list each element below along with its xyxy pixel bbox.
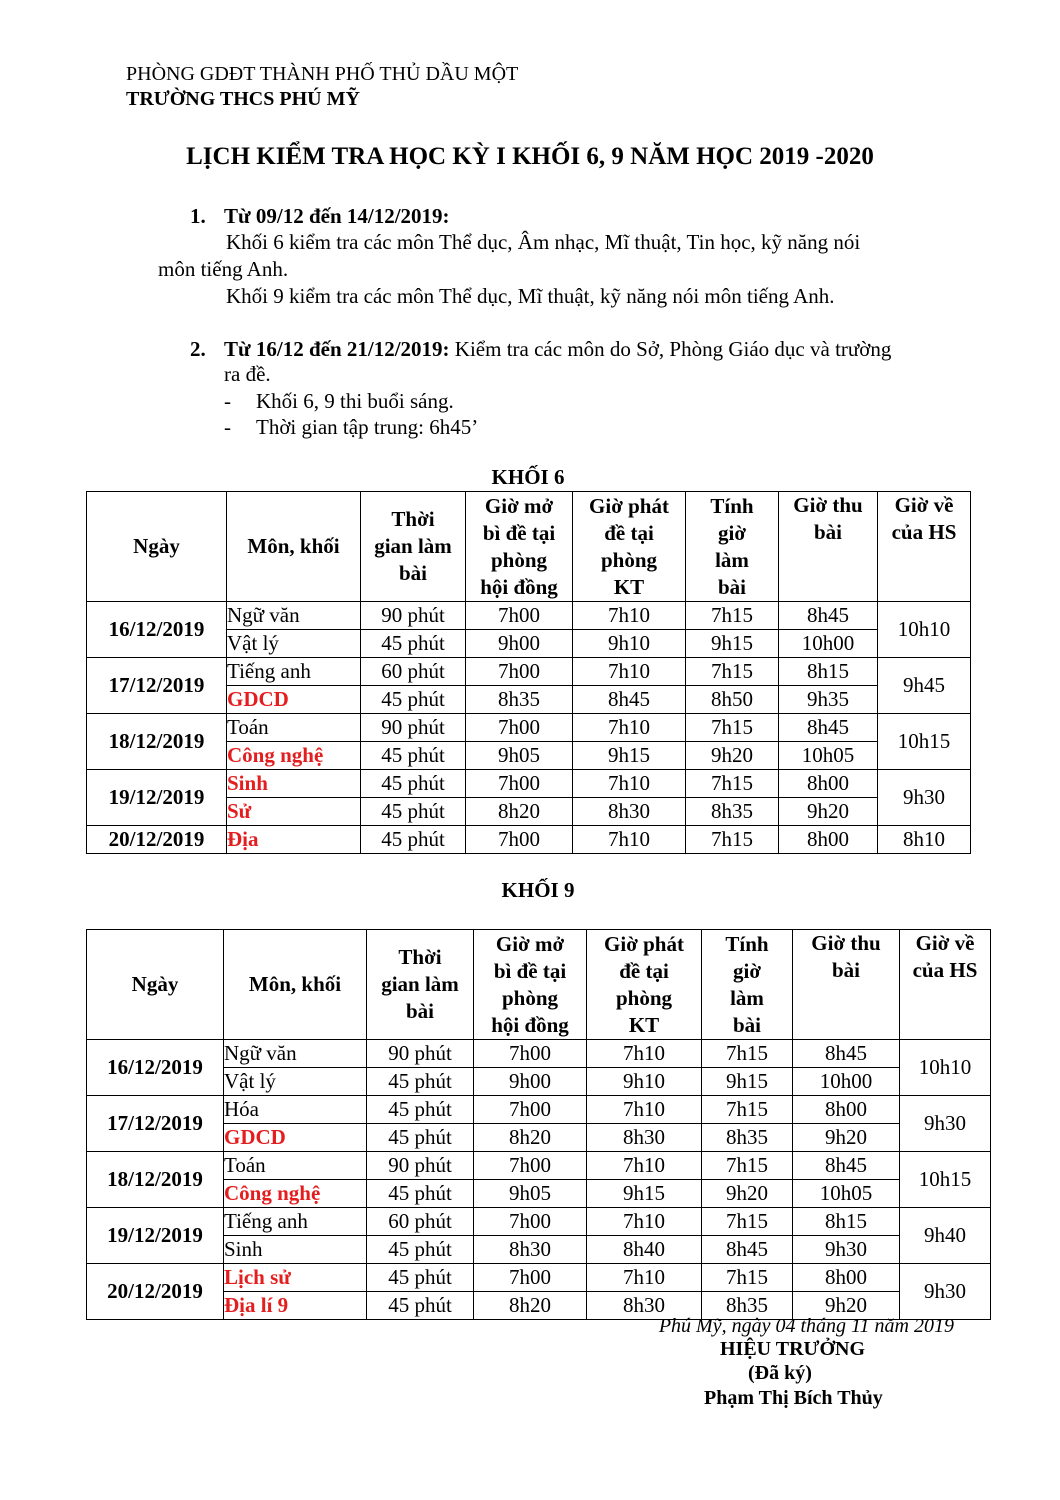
- department-name: PHÒNG GDĐT THÀNH PHỐ THỦ DẦU MỘT: [126, 63, 519, 85]
- distribute-time: 9h10: [573, 630, 686, 658]
- distribute-time: 9h15: [587, 1180, 702, 1208]
- subject-name: Ngữ văn: [227, 602, 361, 630]
- collect-time: 10h00: [779, 630, 878, 658]
- subject-name: Vật lý: [224, 1068, 367, 1096]
- exam-date: 19/12/2019: [87, 770, 227, 826]
- distribute-time: 7h10: [573, 770, 686, 798]
- col-header-collect: Giờ thu bài: [793, 930, 900, 1040]
- col-header-subject: Môn, khối: [227, 492, 361, 602]
- open-time: 9h05: [474, 1180, 587, 1208]
- distribute-time: 7h10: [573, 826, 686, 854]
- bullet-item-2: Thời gian tập trung: 6h45’: [256, 415, 479, 439]
- table-row: [87, 1208, 991, 1236]
- exam-date: 19/12/2019: [87, 1208, 224, 1264]
- distribute-time: 7h10: [573, 658, 686, 686]
- collect-time: 8h15: [793, 1208, 900, 1236]
- exam-duration: 45 phút: [361, 826, 466, 854]
- exam-duration: 45 phút: [367, 1264, 474, 1292]
- collect-time: 9h35: [779, 686, 878, 714]
- start-time: 7h15: [702, 1208, 793, 1236]
- subject-name: GDCD: [227, 686, 361, 714]
- start-time: 8h45: [702, 1236, 793, 1264]
- section2-line2: ra đề.: [224, 362, 271, 386]
- distribute-time: 8h30: [587, 1292, 702, 1320]
- subject-name: Sinh: [227, 770, 361, 798]
- return-time: 9h30: [900, 1264, 991, 1320]
- distribute-time: 7h10: [587, 1096, 702, 1124]
- signature-place-date: Phú Mỹ, ngày 04 tháng 11 năm 2019: [658, 1315, 954, 1337]
- start-time: 7h15: [686, 770, 779, 798]
- start-time: 7h15: [702, 1040, 793, 1068]
- open-time: 7h00: [466, 602, 573, 630]
- col-header-date: Ngày: [87, 492, 227, 602]
- exam-date: 17/12/2019: [87, 1096, 224, 1152]
- exam-duration: 45 phút: [361, 798, 466, 826]
- distribute-time: 7h10: [573, 602, 686, 630]
- collect-time: 8h00: [793, 1264, 900, 1292]
- table-row: [87, 714, 971, 742]
- subject-name: Tiếng anh: [224, 1208, 367, 1236]
- grade9-table-body: [87, 1040, 991, 1320]
- distribute-time: 7h10: [587, 1152, 702, 1180]
- open-time: 7h00: [466, 826, 573, 854]
- open-time: 7h00: [474, 1096, 587, 1124]
- open-time: 7h00: [474, 1264, 587, 1292]
- collect-time: 8h45: [793, 1152, 900, 1180]
- exam-duration: 60 phút: [367, 1208, 474, 1236]
- collect-time: 9h20: [793, 1124, 900, 1152]
- start-time: 8h35: [702, 1292, 793, 1320]
- collect-time: 8h45: [779, 602, 878, 630]
- document-title: LỊCH KIỂM TRA HỌC KỲ I KHỐI 6, 9 NĂM HỌC 2019 -2020: [186, 143, 874, 170]
- start-time: 9h15: [686, 630, 779, 658]
- table-row: [87, 658, 971, 686]
- collect-time: 9h20: [779, 798, 878, 826]
- signature-role: HIỆU TRƯỞNG: [720, 1338, 866, 1360]
- return-time: 9h45: [878, 658, 971, 714]
- return-time: 10h10: [878, 602, 971, 658]
- return-time: 10h15: [878, 714, 971, 770]
- exam-date: 20/12/2019: [87, 1264, 224, 1320]
- grade6-table-body: [87, 602, 971, 854]
- table-row: [87, 1096, 991, 1124]
- exam-duration: 45 phút: [367, 1292, 474, 1320]
- table-row: [87, 1264, 991, 1292]
- distribute-time: 9h15: [573, 742, 686, 770]
- exam-date: 20/12/2019: [87, 826, 227, 854]
- subject-name: Vật lý: [227, 630, 361, 658]
- exam-date: 18/12/2019: [87, 714, 227, 770]
- collect-time: 10h05: [779, 742, 878, 770]
- subject-name: Sinh: [224, 1236, 367, 1264]
- signature-name: Phạm Thị Bích Thủy: [704, 1387, 883, 1409]
- section2-number: 2.: [190, 337, 206, 361]
- open-time: 7h00: [466, 714, 573, 742]
- collect-time: 9h30: [793, 1236, 900, 1264]
- table-row: [87, 826, 971, 854]
- subject-name: Toán: [224, 1152, 367, 1180]
- section2-line1: [224, 337, 891, 362]
- collect-time: 8h00: [793, 1096, 900, 1124]
- subject-name: Hóa: [224, 1096, 367, 1124]
- exam-date: 16/12/2019: [87, 1040, 224, 1096]
- collect-time: 8h45: [779, 714, 878, 742]
- section1-line1: Khối 6 kiểm tra các môn Thể dục, Âm nhạc, Mĩ thuật, Tin học, kỹ năng nói: [226, 230, 861, 254]
- return-time: 9h40: [900, 1208, 991, 1264]
- subject-name: Ngữ văn: [224, 1040, 367, 1068]
- start-time: 8h35: [702, 1124, 793, 1152]
- exam-duration: 90 phút: [367, 1040, 474, 1068]
- distribute-time: 7h10: [573, 714, 686, 742]
- grade9-schedule-table: [86, 929, 991, 1320]
- subject-name: Công nghệ: [227, 742, 361, 770]
- distribute-time: 8h45: [573, 686, 686, 714]
- open-time: 8h20: [474, 1124, 587, 1152]
- open-time: 8h20: [466, 798, 573, 826]
- table-row: [87, 1152, 991, 1180]
- start-time: 9h20: [686, 742, 779, 770]
- open-time: 8h30: [474, 1236, 587, 1264]
- start-time: 9h20: [702, 1180, 793, 1208]
- section1-heading: Từ 09/12 đến 14/12/2019:: [224, 204, 450, 228]
- return-time: 10h15: [900, 1152, 991, 1208]
- exam-duration: 45 phút: [367, 1068, 474, 1096]
- signature-status: (Đã ký): [748, 1362, 812, 1384]
- subject-name: Địa lí 9: [224, 1292, 367, 1320]
- exam-date: 17/12/2019: [87, 658, 227, 714]
- grade9-heading: KHỐI 9: [501, 878, 575, 902]
- collect-time: 8h00: [779, 826, 878, 854]
- start-time: 7h15: [686, 602, 779, 630]
- col-header-open: Giờ mở bì đề tại phòng hội đồng: [474, 930, 587, 1040]
- collect-time: 8h15: [779, 658, 878, 686]
- open-time: 9h05: [466, 742, 573, 770]
- col-header-subject: Môn, khối: [224, 930, 367, 1040]
- start-time: 8h35: [686, 798, 779, 826]
- bullet-item-1: Khối 6, 9 thi buổi sáng.: [256, 389, 454, 413]
- collect-time: 8h00: [779, 770, 878, 798]
- col-header-date: Ngày: [87, 930, 224, 1040]
- subject-name: Lịch sử: [224, 1264, 367, 1292]
- exam-duration: 45 phút: [367, 1180, 474, 1208]
- distribute-time: 8h30: [587, 1124, 702, 1152]
- start-time: 7h15: [686, 714, 779, 742]
- start-time: 7h15: [702, 1152, 793, 1180]
- start-time: 7h15: [686, 658, 779, 686]
- distribute-time: 8h30: [573, 798, 686, 826]
- collect-time: 8h45: [793, 1040, 900, 1068]
- exam-duration: 90 phút: [361, 602, 466, 630]
- section2-text: Kiểm tra các môn do Sở, Phòng Giáo dục và trường: [449, 337, 892, 361]
- open-time: 8h35: [466, 686, 573, 714]
- section1-line2: môn tiếng Anh.: [158, 257, 289, 281]
- distribute-time: 7h10: [587, 1264, 702, 1292]
- col-header-collect: Giờ thu bài: [779, 492, 878, 602]
- section1-line3: Khối 9 kiểm tra các môn Thể dục, Mĩ thuật, kỹ năng nói môn tiếng Anh.: [226, 284, 835, 308]
- table-row: [87, 770, 971, 798]
- bullet-dash: -: [224, 415, 231, 439]
- exam-date: 18/12/2019: [87, 1152, 224, 1208]
- distribute-time: 8h40: [587, 1236, 702, 1264]
- col-header-duration: Thời gian làm bài: [367, 930, 474, 1040]
- start-time: 7h15: [702, 1264, 793, 1292]
- grade6-schedule-table: [86, 491, 971, 854]
- distribute-time: 9h10: [587, 1068, 702, 1096]
- exam-duration: 45 phút: [367, 1096, 474, 1124]
- grade6-heading: KHỐI 6: [491, 465, 565, 489]
- open-time: 7h00: [466, 658, 573, 686]
- open-time: 8h20: [474, 1292, 587, 1320]
- col-header-start: Tính giờ làm bài: [702, 930, 793, 1040]
- subject-name: GDCD: [224, 1124, 367, 1152]
- start-time: 8h50: [686, 686, 779, 714]
- open-time: 7h00: [474, 1208, 587, 1236]
- col-header-start: Tính giờ làm bài: [686, 492, 779, 602]
- start-time: 7h15: [686, 826, 779, 854]
- distribute-time: 7h10: [587, 1208, 702, 1236]
- exam-duration: 45 phút: [367, 1124, 474, 1152]
- subject-name: Công nghệ: [224, 1180, 367, 1208]
- return-time: 8h10: [878, 826, 971, 854]
- open-time: 9h00: [466, 630, 573, 658]
- exam-duration: 45 phút: [361, 742, 466, 770]
- exam-duration: 90 phút: [361, 714, 466, 742]
- section1-number: 1.: [190, 204, 206, 228]
- table-row: [87, 1040, 991, 1068]
- subject-name: Sử: [227, 798, 361, 826]
- exam-duration: 90 phút: [367, 1152, 474, 1180]
- exam-duration: 45 phút: [361, 630, 466, 658]
- col-header-duration: Thời gian làm bài: [361, 492, 466, 602]
- return-time: 9h30: [878, 770, 971, 826]
- section2-heading: Từ 16/12 đến 21/12/2019:: [224, 337, 450, 361]
- exam-date: 16/12/2019: [87, 602, 227, 658]
- collect-time: 10h00: [793, 1068, 900, 1096]
- return-time: 9h30: [900, 1096, 991, 1152]
- open-time: 7h00: [474, 1152, 587, 1180]
- open-time: 7h00: [466, 770, 573, 798]
- subject-name: Tiếng anh: [227, 658, 361, 686]
- collect-time: 10h05: [793, 1180, 900, 1208]
- col-header-distribute: Giờ phát đề tại phòng KT: [573, 492, 686, 602]
- start-time: 7h15: [702, 1096, 793, 1124]
- collect-time: 9h20: [793, 1292, 900, 1320]
- exam-duration: 45 phút: [361, 770, 466, 798]
- return-time: 10h10: [900, 1040, 991, 1096]
- col-header-open: Giờ mở bì đề tại phòng hội đồng: [466, 492, 573, 602]
- school-name: TRƯỜNG THCS PHÚ MỸ: [126, 88, 360, 110]
- col-header-return: Giờ về của HS: [878, 492, 971, 602]
- bullet-dash: -: [224, 389, 231, 413]
- table-row: [87, 602, 971, 630]
- col-header-distribute: Giờ phát đề tại phòng KT: [587, 930, 702, 1040]
- open-time: 7h00: [474, 1040, 587, 1068]
- exam-duration: 60 phút: [361, 658, 466, 686]
- exam-duration: 45 phút: [367, 1236, 474, 1264]
- col-header-return: Giờ về của HS: [900, 930, 991, 1040]
- distribute-time: 7h10: [587, 1040, 702, 1068]
- start-time: 9h15: [702, 1068, 793, 1096]
- exam-duration: 45 phút: [361, 686, 466, 714]
- subject-name: Toán: [227, 714, 361, 742]
- subject-name: Địa: [227, 826, 361, 854]
- open-time: 9h00: [474, 1068, 587, 1096]
